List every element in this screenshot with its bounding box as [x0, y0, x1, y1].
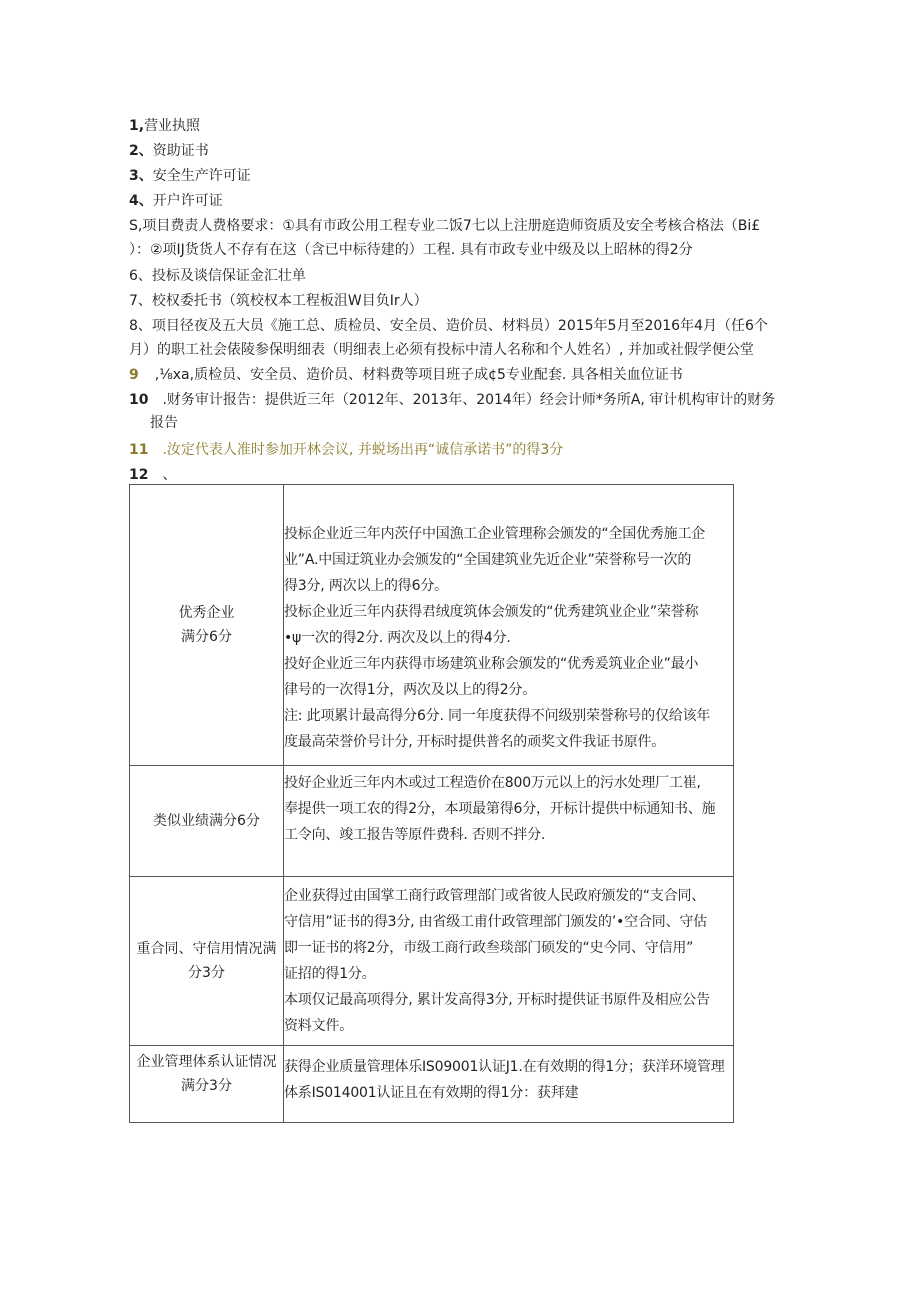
list-item-11: 11 .汝定代表人准时参加开林会议, 并蜕场出再“诚信承诺书”的得3分 — [129, 442, 564, 458]
list-item-2: 2、资助证书 — [129, 143, 209, 159]
list-item-8-line1: 8、项目径夜及五大员《施工总、质检员、安全员、造价员、材料员）2015年5月至2016年4月（任6个 — [129, 318, 768, 334]
row-content: 投好企业近三年内木或过工程造价在800万元以上的污水处理厂工崔, 奉提供一项工农的得2分，本项最第得6分，开标计提供中标通知书、施 工令向、竣工报告等原件费科. 否则不拌分. — [284, 766, 734, 877]
row-label: 类似业绩满分6分 — [130, 766, 284, 877]
list-item-10-line2: 报告 — [150, 415, 178, 431]
row-label: 企业管理体系认证情况 满分3分 — [130, 1046, 284, 1123]
list-item-5-line2: ）：②项IJ货货人不存有在这（含已中标待建的）工程. 具有市政专业中级及以上昭林的得2分 — [129, 242, 693, 258]
table-row — [130, 485, 734, 766]
row-content: 获得企业质量管理体乐IS09001认证J1.在有效期的得1分；获洋环境管理 体系IS014001认证且在有效期的得1分：获拜建 — [284, 1046, 734, 1123]
row-label: 重合同、守信用情况满 分3分 — [130, 877, 284, 1046]
list-item-4: 4、开户许可证 — [129, 193, 223, 209]
list-item-10: 10 .财务审计报告：提供近三年（2012年、2013年、2014年）经会计师*务所A, 审计机构审计的财务 — [129, 392, 776, 408]
list-item-6: 6、投标及谈信保证金汇壮单 — [129, 268, 306, 284]
row-content: 企业获得过由国掌工商行政管理部门或省彼人民政府颁发的“支合同、 守信用”证书的得3分, 由省级工甫什政管理部门颁发的’•空合同、守估 即一证书的将2分，市级工商行政叁琰部门硕发的“史今同、守信用” 证招的得1分。 本项仅记最高项得分, 累计发高得3分, 开标时提供证书原件及相应公告 资料文件。 — [284, 877, 734, 1046]
list-item-8-line2: 月）的职工社会俵陵参保明细表（明细表上必须有投标中清人名称和个人姓名）, 并加或社假学便公堂 — [129, 342, 754, 358]
row-content: 投标企业近三年内茨仔中国漁工企业管理称会颁发的“全国优秀施工企 业”A.中国迂筑业办会颁发的“全国建筑业先近企业”荣誉称号一次的 得3分, 两次以上的得6分。 投标企业近三年内获得君绒度筑体会颁发的“优秀建筑业企业”荣誉称 •ψ一次的得2分. 两次及以上的得4分. 投好企业近三年内获得市场建筑业称会颁发的“优秀爰筑业企业”最小 律号的一次得1分，两次及以上的得2分。 注: 此项累计最高得分6分. 同一年度获得不问级别荣誉称号的仅给该年 度最高荣誉价号计分, 开标时提供普名的顽奖文件我证书原件。 — [284, 485, 734, 766]
list-item-7: 7、校权委托书（筑校权本工程板沮W目负Ir人） — [129, 293, 428, 309]
list-item-3: 3、安全生产许可证 — [129, 168, 251, 184]
list-item-9: 9 ,⅛xa,质检员、安全员、造价员、材料费等项目班子成¢5专业配套. 具各相关血位证书 — [129, 367, 683, 383]
table-row — [130, 877, 734, 1046]
table-row — [130, 766, 734, 877]
row-label: 优秀企业 满分6分 — [130, 485, 284, 766]
scoring-table — [129, 484, 734, 1123]
list-item-1: 1,营业执照 — [129, 118, 201, 134]
list-item-12: 12 、 — [129, 467, 177, 483]
table-row — [130, 1046, 734, 1123]
list-item-5-line1: S,项目费责人费格要求：①具有市政公用工程专业二饭7七以上注册庭造师资质及安全考核合格法（Bi£ — [129, 218, 761, 234]
